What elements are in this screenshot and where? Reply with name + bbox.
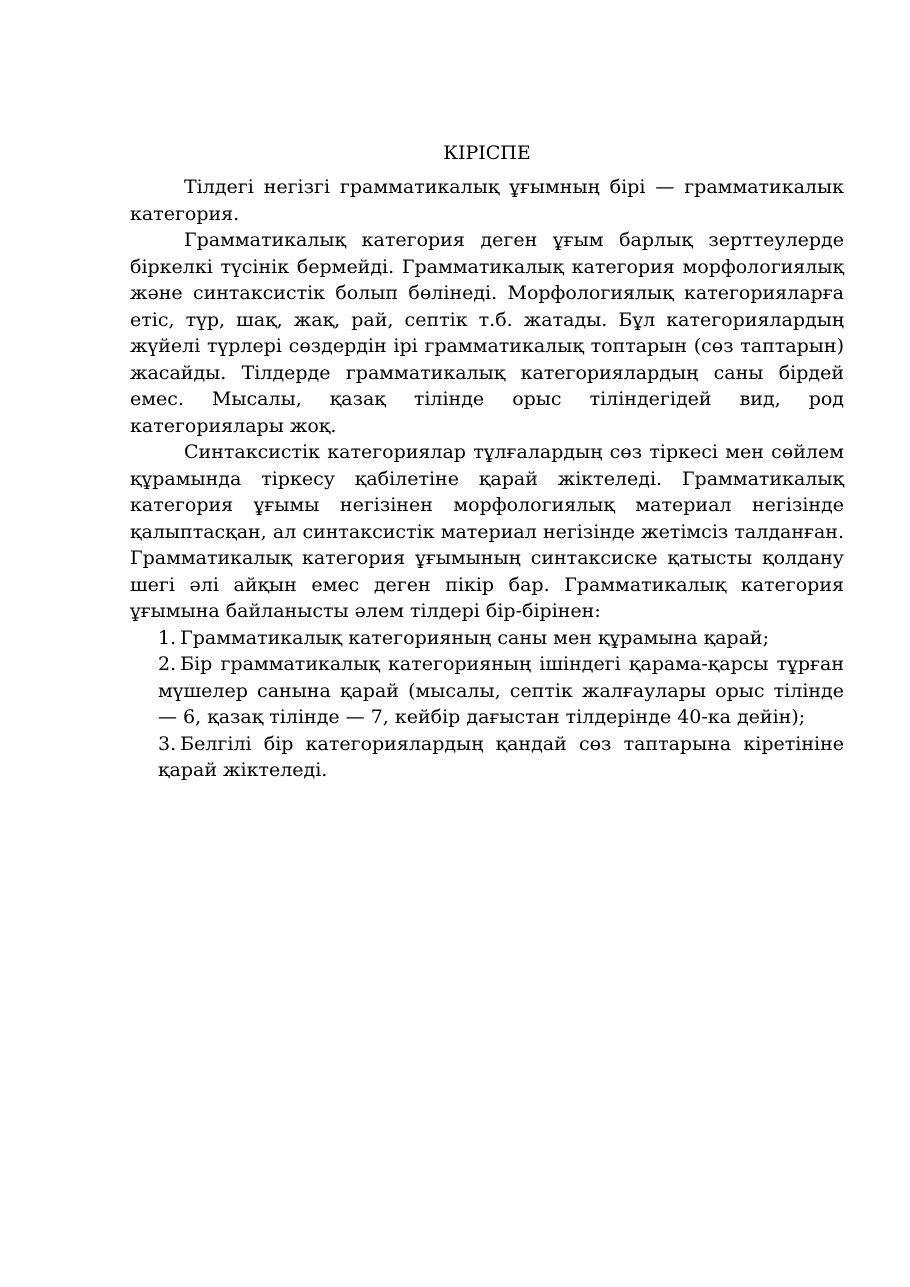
list-item-text: Грамматикалық категорияның саны мен құрамына қарай;: [180, 626, 769, 649]
paragraph-syntactic: Синтаксистік категориялар тұлғалардың сөз тіркесі мен сөйлем құрамында тіркесу қабілетіне қарай жіктеледі. Грамматикалық категория ұғымы негізінен морфологиялық материал негізінде қалыптасқан, ал синтаксистік материал негізінде жетімсіз талданған. Грамматикалық категория ұғымының синтаксиске қатысты қолдану шегі әлі айқын емес деген пікір бар. Грамматикалық категория ұғымына байланысты әлем тілдері бір-бірінен:: [130, 441, 844, 622]
document-title: КІРІСПЕ: [443, 142, 531, 164]
paragraph-morphological: Грамматикалық категория деген ұғым барлық зерттеулерде біркелкі түсінік бермейді. Грамматикалық категория морфологиялық және синтаксистік болып бөлінеді. Морфологиялық категорияларға етіс, түр, шақ, жақ, рай, септік т.б. жатады. Бұл категориялардың жүйелі түрлері сөздердін ірі грамматикалық топтарын (сөз таптарын) жасайды. Тілдерде грамматикалық категориялардың саны бірдей емес. Мысалы, қазақ тілінде орыс тіліндегідей вид, род категориялары жоқ.: [130, 229, 844, 437]
list-item-text: Белгілі бір категориялардың қандай сөз таптарына кіретініне қарай жіктеледі.: [158, 732, 844, 781]
list-item: [158, 625, 844, 652]
list-item-number: 3.: [158, 732, 177, 755]
paragraph-intro: Тілдегі негізгі грамматикалық ұғымның бірі — грамматикалык категория.: [130, 176, 844, 225]
list-item-text: Бір грамматикалық категорияның ішіндегі қарама-қарсы тұрған мүшелер санына қарай (мысалы, септік жалғаулары орыс тілінде — 6, қазақ тілінде — 7, кейбір дағыстан тілдерінде 40-ка дейін);: [158, 653, 844, 728]
document-body: [130, 140, 844, 784]
list-item-number: 2.: [158, 653, 177, 675]
classification-list: [130, 625, 844, 784]
list-item: [158, 731, 844, 784]
list-item: [158, 651, 844, 731]
list-item-number: 1.: [158, 626, 177, 649]
